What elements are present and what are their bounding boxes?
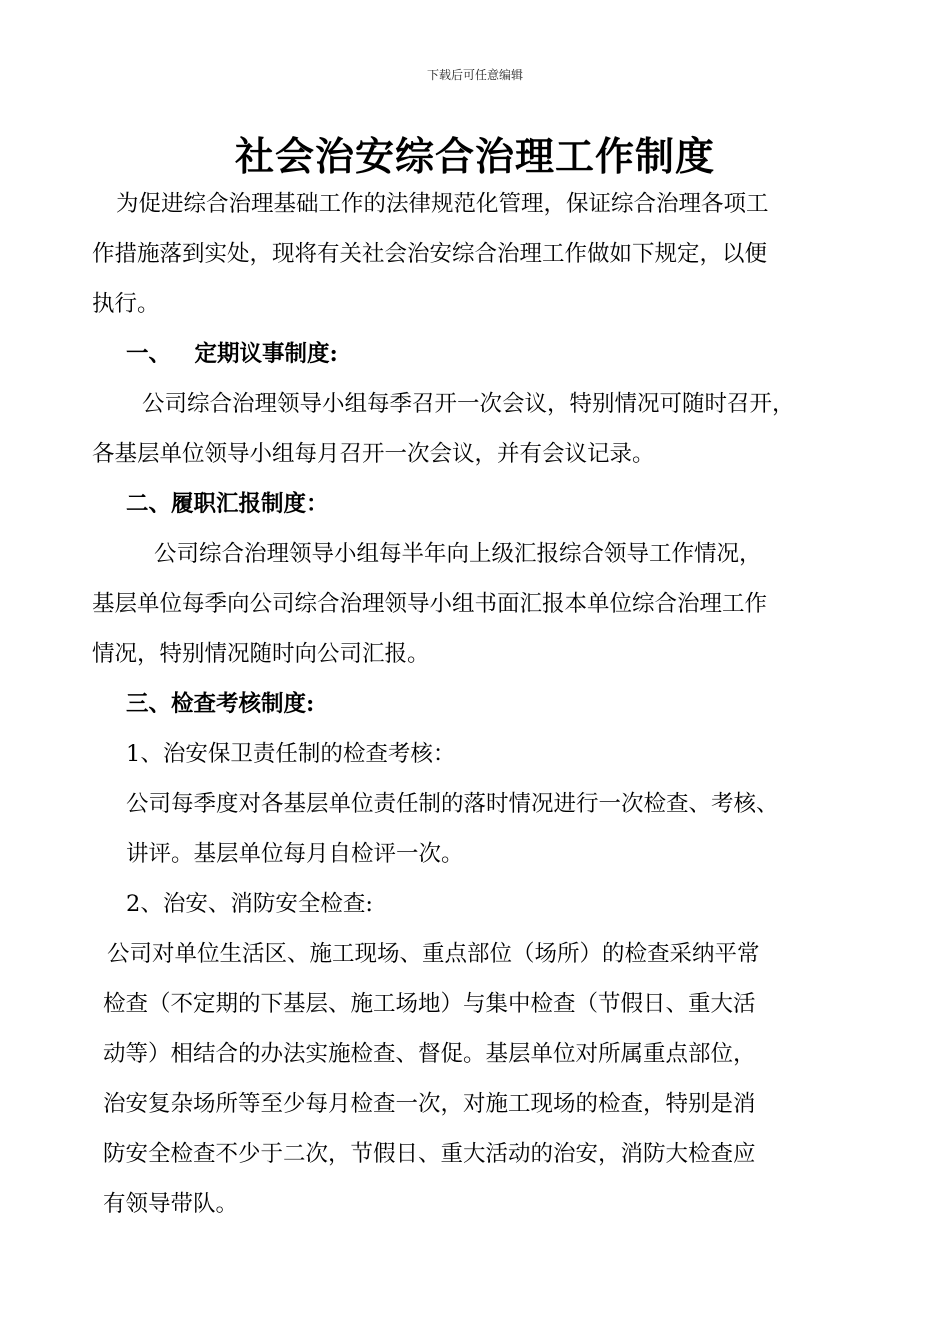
section1-body-line: 各基层单位领导小组每月召开一次会议，并有会议记录。: [92, 441, 655, 467]
intro-line: 作措施落到实处，现将有关社会治安综合治理工作做如下规定，以便: [92, 241, 768, 267]
page-title: 社会治安综合治理工作制度: [234, 134, 715, 180]
section3-item2-body-line: 防安全检查不少于二次，节假日、重大活动的治安，消防大检查应: [103, 1141, 756, 1167]
section3-item1-label: 1、治安保卫责任制的检查考核：: [126, 741, 456, 767]
section-heading-1: 一、 定期议事制度:: [126, 341, 338, 367]
header-note: 下载后可任意编辑: [426, 68, 523, 82]
intro-line: 执行。: [92, 291, 160, 317]
section3-item2-body-line: 动等）相结合的办法实施检查、督促。基层单位对所属重点部位，: [103, 1041, 756, 1067]
section3-item2-body-line: 检查（不定期的下基层、施工场地）与集中检查（节假日、重大活: [103, 991, 756, 1017]
section3-item2-body-line: 治安复杂场所等至少每月检查一次，对施工现场的检查，特别是消: [103, 1091, 756, 1117]
section1-body-line: 公司综合治理领导小组每季召开一次会议，特别情况可随时召开，: [142, 391, 795, 417]
section3-item2-body-line: 公司对单位生活区、施工现场、重点部位（场所）的检查采纳平常: [107, 941, 760, 967]
section3-item1-body-line: 公司每季度对各基层单位责任制的落时情况进行一次检查、考核、: [126, 791, 779, 817]
section-heading-2: 二、履职汇报制度：: [126, 491, 329, 517]
section3-item1-body-line: 讲评。基层单位每月自检评一次。: [126, 841, 464, 867]
section2-body-line: 情况，特别情况随时向公司汇报。: [92, 641, 430, 667]
section2-body-line: 基层单位每季向公司综合治理领导小组书面汇报本单位综合治理工作: [92, 591, 768, 617]
section3-item2-body-line: 有领导带队。: [103, 1191, 239, 1217]
intro-line: 为促进综合治理基础工作的法律规范化管理，保证综合治理各项工: [116, 191, 769, 217]
section2-body-line: 公司综合治理领导小组每半年向上级汇报综合领导工作情况，: [154, 541, 762, 567]
section-heading-3: 三、检查考核制度:: [126, 691, 315, 717]
section3-item2-label: 2、治安、消防安全检查:: [126, 891, 373, 917]
